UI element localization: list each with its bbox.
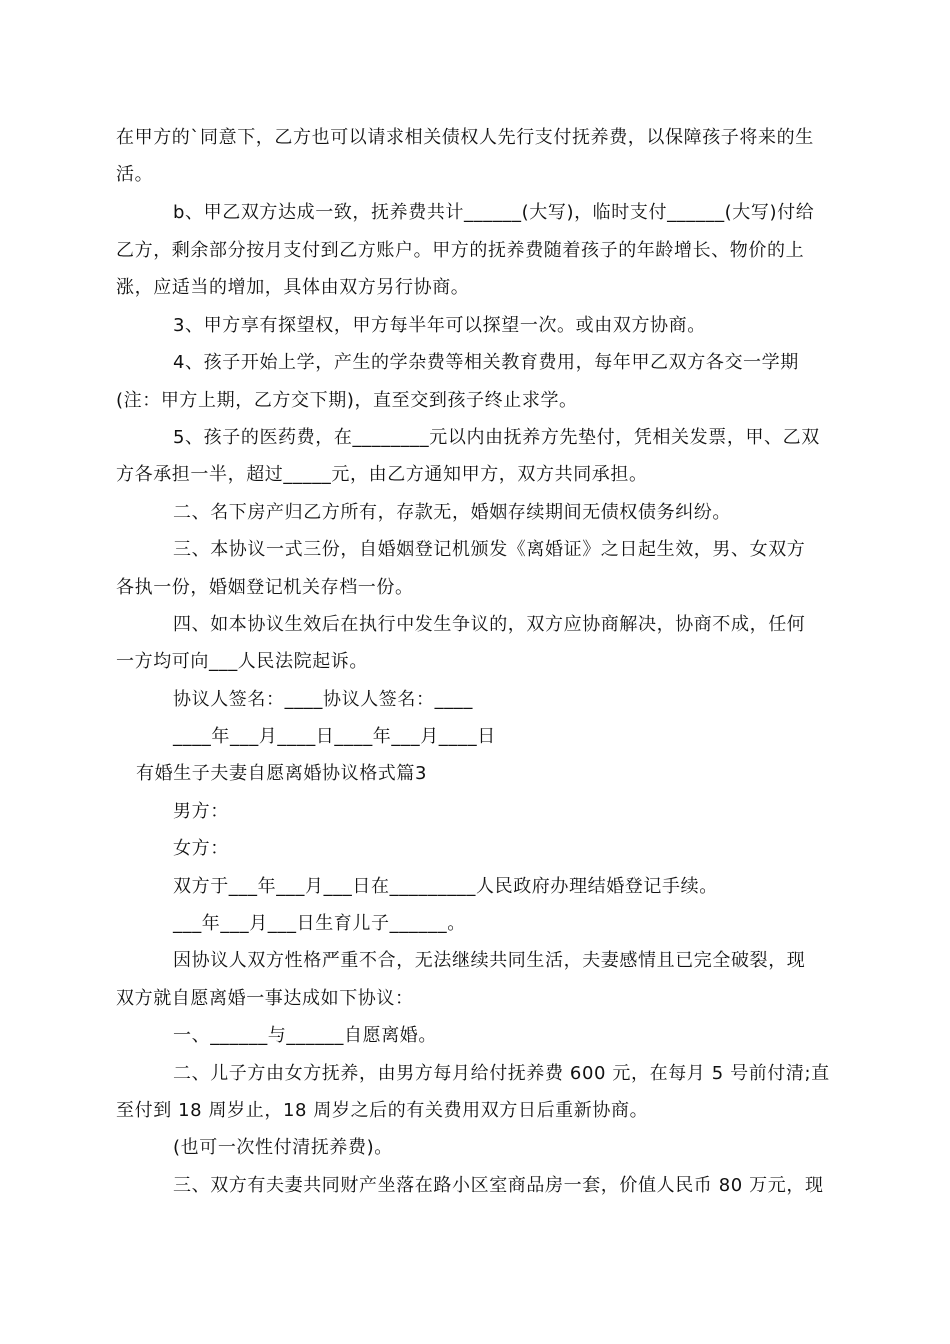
paragraph-line: 二、儿子方由女方抚养，由男方每月给付抚养费 600 元，在每月 5 号前付清;直 bbox=[173, 1063, 830, 1084]
paragraph-line: 一、______与______自愿离婚。 bbox=[173, 1025, 437, 1046]
paragraph-line: 涨，应适当的增加，具体由双方另行协商。 bbox=[116, 277, 470, 298]
paragraph-line: 因协议人双方性格严重不合，无法继续共同生活，夫妻感情且已完全破裂，现 bbox=[173, 950, 806, 971]
paragraph-line: 乙方，剩余部分按月支付到乙方账户。甲方的抚养费随着孩子的年龄增长、物价的上 bbox=[116, 240, 805, 261]
paragraph-line: 女方： bbox=[173, 838, 229, 859]
paragraph-line: 双方于___年___月___日在_________人民政府办理结婚登记手续。 bbox=[173, 876, 718, 897]
paragraph-line: 男方： bbox=[173, 801, 229, 822]
paragraph-line: 5、孩子的医药费，在________元以内由抚养方先垫付，凭相关发票，甲、乙双 bbox=[173, 427, 820, 448]
paragraph-line: 一方均可向___人民法院起诉。 bbox=[116, 651, 368, 672]
paragraph-line: 4、孩子开始上学，产生的学杂费等相关教育费用，每年甲乙双方各交一学期 bbox=[173, 352, 799, 373]
paragraph-line: 3、甲方享有探望权，甲方每半年可以探望一次。或由双方协商。 bbox=[173, 315, 706, 336]
paragraph-line: 各执一份，婚姻登记机关存档一份。 bbox=[116, 577, 414, 598]
paragraph-line: ___年___月___日生育儿子______。 bbox=[173, 913, 466, 934]
paragraph-line: 活。 bbox=[116, 164, 154, 185]
paragraph-line: (注：甲方上期，乙方交下期)，直至交到孩子终止求学。 bbox=[116, 390, 578, 411]
paragraph-line: b、甲乙双方达成一致，抚养费共计______(大写)，临时支付______(大写)付给 bbox=[173, 202, 815, 223]
paragraph-line: 三、本协议一式三份，自婚姻登记机颁发《离婚证》之日起生效，男、女双方 bbox=[173, 539, 806, 560]
paragraph-line: 四、如本协议生效后在执行中发生争议的，双方应协商解决，协商不成，任何 bbox=[173, 614, 806, 635]
paragraph-line: (也可一次性付清抚养费)。 bbox=[173, 1137, 393, 1158]
signature-line: 协议人签名：____协议人签名：____ bbox=[173, 689, 473, 710]
paragraph-line: 在甲方的`同意下，乙方也可以请求相关债权人先行支付抚养费，以保障孩子将来的生 bbox=[116, 127, 814, 148]
paragraph-line: 至付到 18 周岁止，18 周岁之后的有关费用双方日后重新协商。 bbox=[116, 1100, 649, 1121]
paragraph-line: 二、名下房产归乙方所有，存款无，婚姻存续期间无债权债务纠纷。 bbox=[173, 502, 731, 523]
date-line: ____年___月____日____年___月____日 bbox=[173, 726, 496, 747]
paragraph-line: 方各承担一半，超过_____元，由乙方通知甲方，双方共同承担。 bbox=[116, 464, 648, 485]
section-title: 有婚生子夫妻自愿离婚协议格式篇3 bbox=[136, 763, 428, 784]
paragraph-line: 双方就自愿离婚一事达成如下协议： bbox=[116, 988, 414, 1009]
paragraph-line: 三、双方有夫妻共同财产坐落在路小区室商品房一套，价值人民币 80 万元，现 bbox=[173, 1175, 824, 1196]
